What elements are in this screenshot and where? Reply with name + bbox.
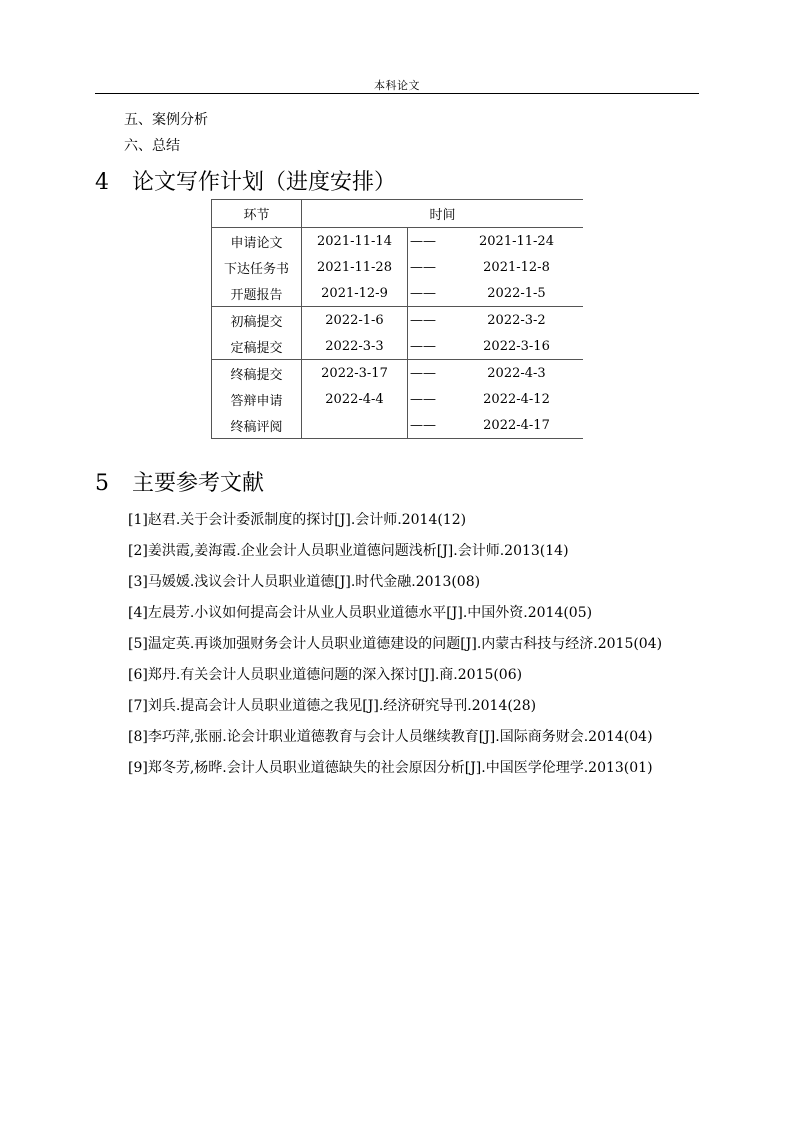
schedule-header-stage: 环节 [212,200,302,228]
schedule-row [212,333,584,360]
reference-item: [1]赵君.关于会计委派制度的探讨[J].会计师.2014(12) [128,512,467,528]
schedule-stage: 下达任务书 [212,254,302,280]
schedule-header-time: 时间 [302,200,584,228]
reference-item: [9]郑冬芳,杨晔.会计人员职业道德缺失的社会原因分析[J].中国医学伦理学.2013(01) [128,760,653,776]
reference-item: [5]温定英.再谈加强财务会计人员职业道德建设的问题[J].内蒙古科技与经济.2015(04) [128,636,663,652]
schedule-header-row [212,200,584,228]
schedule-start: 2021-11-14 [302,228,408,255]
schedule-dash: —— [410,233,436,249]
header-rule [95,93,699,94]
schedule-dash: —— [410,391,436,407]
reference-item: [3]马媛媛.浅议会计人员职业道德[J].时代金融.2013(08) [128,574,481,590]
schedule-end: 2022-4-12 [483,391,550,407]
schedule-start: 2022-3-3 [302,333,408,360]
schedule-stage: 终稿提交 [212,360,302,387]
schedule-table [211,199,583,439]
reference-item: [6]郑丹.有关会计人员职业道德问题的深入探讨[J].商.2015(06) [128,667,523,683]
section-5-title: 主要参考文献 [132,471,265,496]
outline-item-summary: 六、总结 [124,138,180,154]
reference-item: [4]左晨芳.小议如何提高会计从业人员职业道德水平[J].中国外资.2014(05) [128,605,593,621]
schedule-row [212,386,584,412]
reference-item: [2]姜洪霞,姜海霞.企业会计人员职业道德问题浅析[J].会计师.2013(14) [128,543,569,559]
schedule-stage: 初稿提交 [212,307,302,334]
schedule-start: 2022-4-4 [302,386,408,412]
schedule-start [302,412,408,439]
schedule-end: 2022-4-3 [487,365,546,381]
schedule-stage: 开题报告 [212,280,302,307]
header-title: 本科论文 [374,79,420,92]
schedule-stage: 申请论文 [212,228,302,255]
schedule-row [212,228,584,255]
schedule-dash: —— [410,312,436,328]
schedule-end: 2022-3-2 [487,312,546,328]
schedule-row [212,307,584,334]
section-4-title: 论文写作计划（进度安排） [132,170,397,195]
schedule-dash: —— [410,259,436,275]
schedule-stage: 答辩申请 [212,386,302,412]
section-4-heading [95,165,396,196]
schedule-dash: —— [408,333,451,360]
schedule-start: 2022-1-6 [302,307,408,334]
schedule-start: 2021-12-9 [302,280,408,307]
schedule-row [212,360,584,387]
schedule-end: 2022-3-16 [450,333,583,360]
schedule-end: 2021-11-24 [479,233,554,249]
schedule-end: 2021-12-8 [483,259,550,275]
reference-list [84,505,700,784]
section-5-number: 5 [95,471,109,496]
schedule-start: 2022-3-17 [302,360,408,387]
schedule-start: 2021-11-28 [302,254,408,280]
reference-item: [8]李巧萍,张丽.论会计职业道德教育与会计人员继续教育[J].国际商务财会.2014(04) [128,729,653,745]
schedule-stage: 终稿评阅 [212,412,302,439]
schedule-stage: 定稿提交 [212,333,302,360]
outline-item-case-analysis: 五、案例分析 [124,112,208,128]
section-5-heading [95,466,264,497]
reference-item: [7]刘兵.提高会计人员职业道德之我见[J].经济研究导刊.2014(28) [128,698,537,714]
schedule-dash: —— [408,280,451,307]
schedule-row [212,280,584,307]
schedule-dash: —— [408,412,451,439]
schedule-end: 2022-1-5 [450,280,583,307]
schedule-row [212,254,584,280]
schedule-end: 2022-4-17 [450,412,583,439]
section-4-number: 4 [95,170,109,195]
schedule-row [212,412,584,439]
schedule-dash: —— [410,365,436,381]
